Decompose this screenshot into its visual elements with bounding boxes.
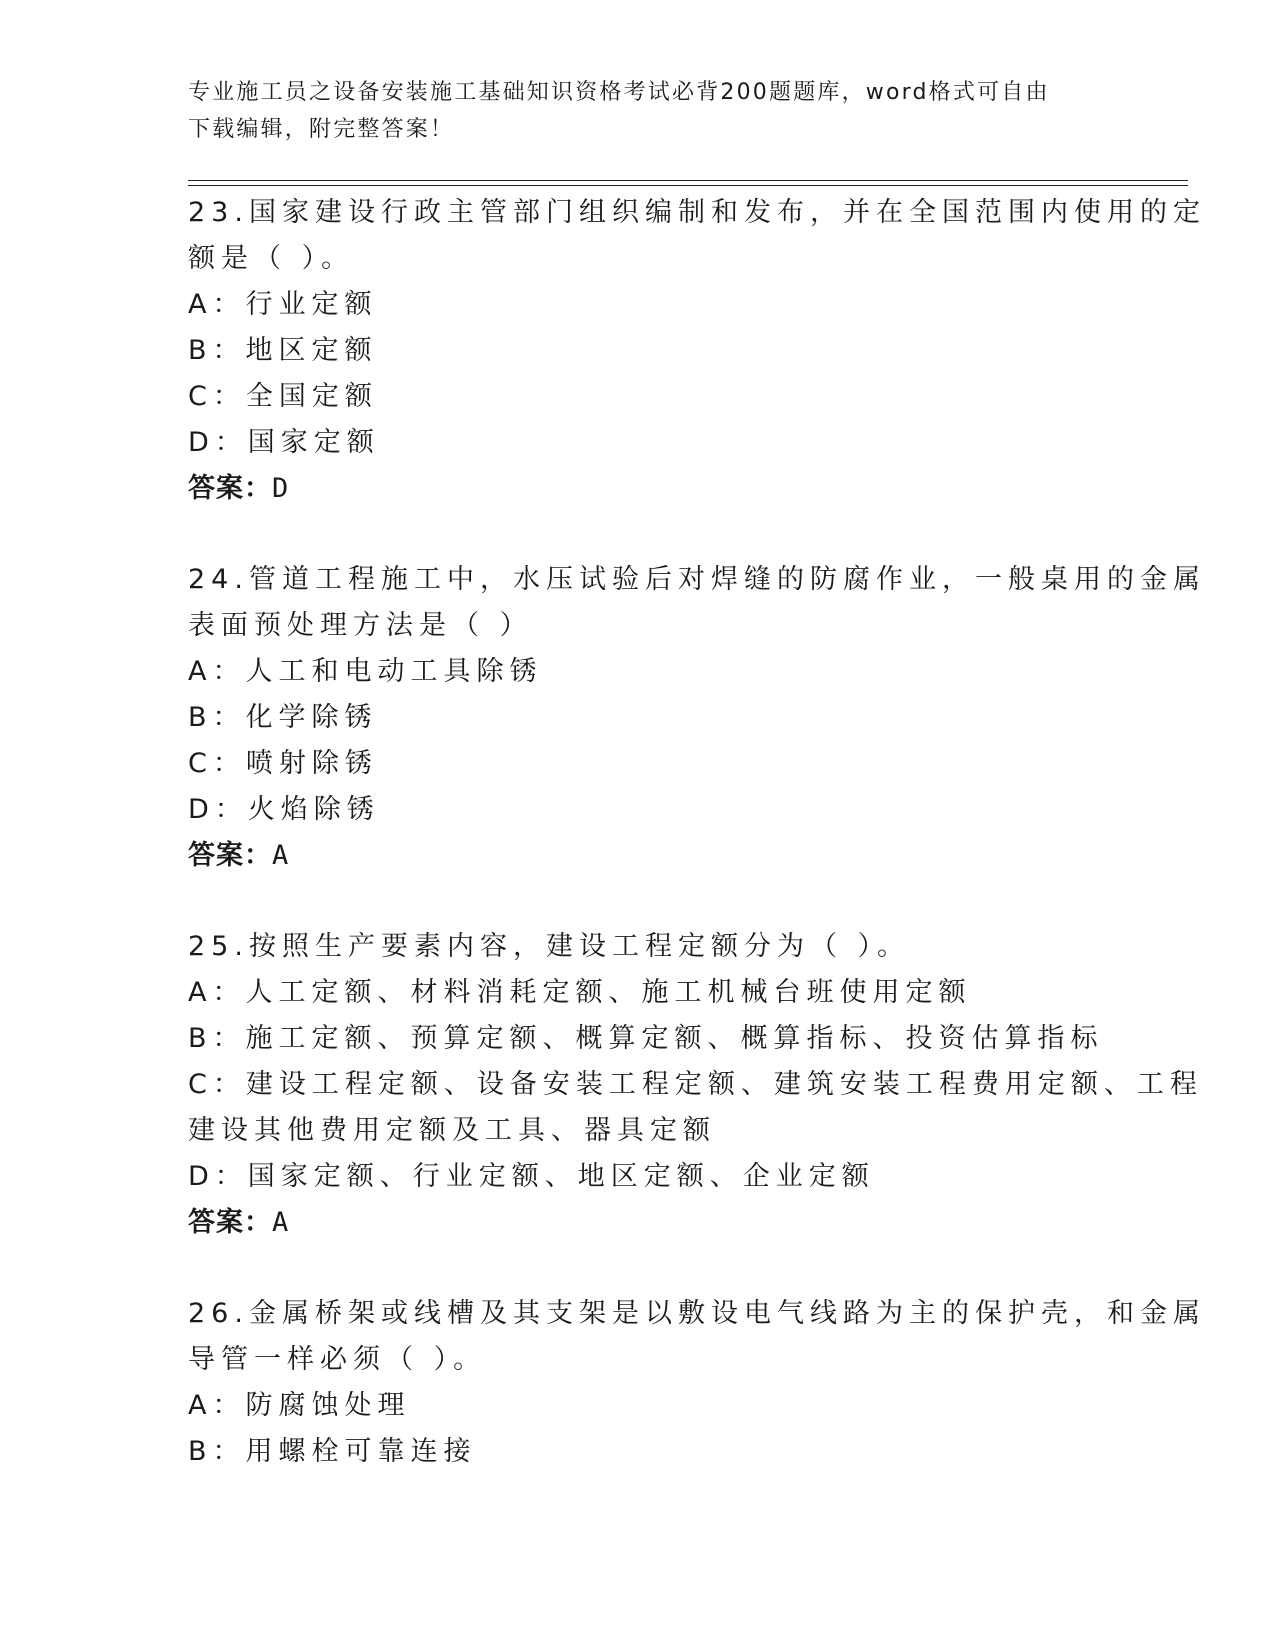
header-line-2: 下载编辑，附完整答案！	[188, 117, 455, 142]
option-d: D：国家定额	[188, 427, 380, 458]
option-a: A：行业定额	[188, 289, 378, 320]
option-a: A：人工定额、材料消耗定额、施工机械台班使用定额	[188, 977, 972, 1008]
answer-label: 答案：	[188, 840, 272, 871]
question-stem-continued: 导管一样必须（ ）。	[188, 1344, 487, 1375]
question-24	[188, 557, 1206, 879]
question-stem: 25.按照生产要素内容，建设工程定额分为（ ）。	[188, 931, 911, 962]
answer-line	[188, 1200, 1088, 1246]
option-c: C：建设工程定额、设备安装工程定额、建筑安装工程费用定额、工程	[188, 1069, 1203, 1100]
answer-label: 答案：	[188, 473, 272, 504]
answer-value: A	[272, 1207, 290, 1238]
option-b: B：地区定额	[188, 335, 378, 366]
question-list	[188, 190, 1206, 1520]
question-stem: 23.国家建设行政主管部门组织编制和发布，并在全国范围内使用的定	[188, 197, 1206, 228]
answer-value: A	[272, 840, 290, 871]
header-line-1: 专业施工员之设备安装施工基础知识资格考试必背200题题库，word格式可自由	[188, 80, 1050, 105]
question-stem: 24.管道工程施工中，水压试验后对焊缝的防腐作业，一般桌用的金属	[188, 564, 1206, 595]
option-b: B：施工定额、预算定额、概算定额、概算指标、投资估算指标	[188, 1023, 1104, 1054]
option-b: B：化学除锈	[188, 702, 378, 733]
question-stem-continued: 表面预处理方法是（ ）	[188, 610, 533, 641]
question-stem: 26.金属桥架或线槽及其支架是以敷设电气线路为主的保护壳，和金属	[188, 1298, 1206, 1329]
answer-label: 答案：	[188, 1207, 272, 1238]
option-c: C：喷射除锈	[188, 748, 378, 779]
question-23	[188, 190, 1206, 512]
answer-value: D	[272, 473, 290, 504]
option-a: A：人工和电动工具除锈	[188, 656, 543, 687]
header-divider-bottom	[188, 185, 1188, 186]
option-d: D：国家定额、行业定额、地区定额、企业定额	[188, 1161, 875, 1192]
option-c: C：全国定额	[188, 381, 378, 412]
header-divider-top	[188, 180, 1188, 181]
option-c-continued: 建设其他费用定额及工具、器具定额	[188, 1115, 716, 1146]
question-25	[188, 924, 1203, 1246]
option-a: A：防腐蚀处理	[188, 1390, 411, 1421]
answer-line	[188, 466, 1088, 512]
answer-line	[188, 833, 1088, 879]
question-stem-continued: 额是（ ）。	[188, 243, 355, 274]
document-header	[188, 74, 1068, 148]
option-d: D：火焰除锈	[188, 794, 380, 825]
question-26	[188, 1291, 1206, 1475]
option-b: B：用螺栓可靠连接	[188, 1436, 477, 1467]
